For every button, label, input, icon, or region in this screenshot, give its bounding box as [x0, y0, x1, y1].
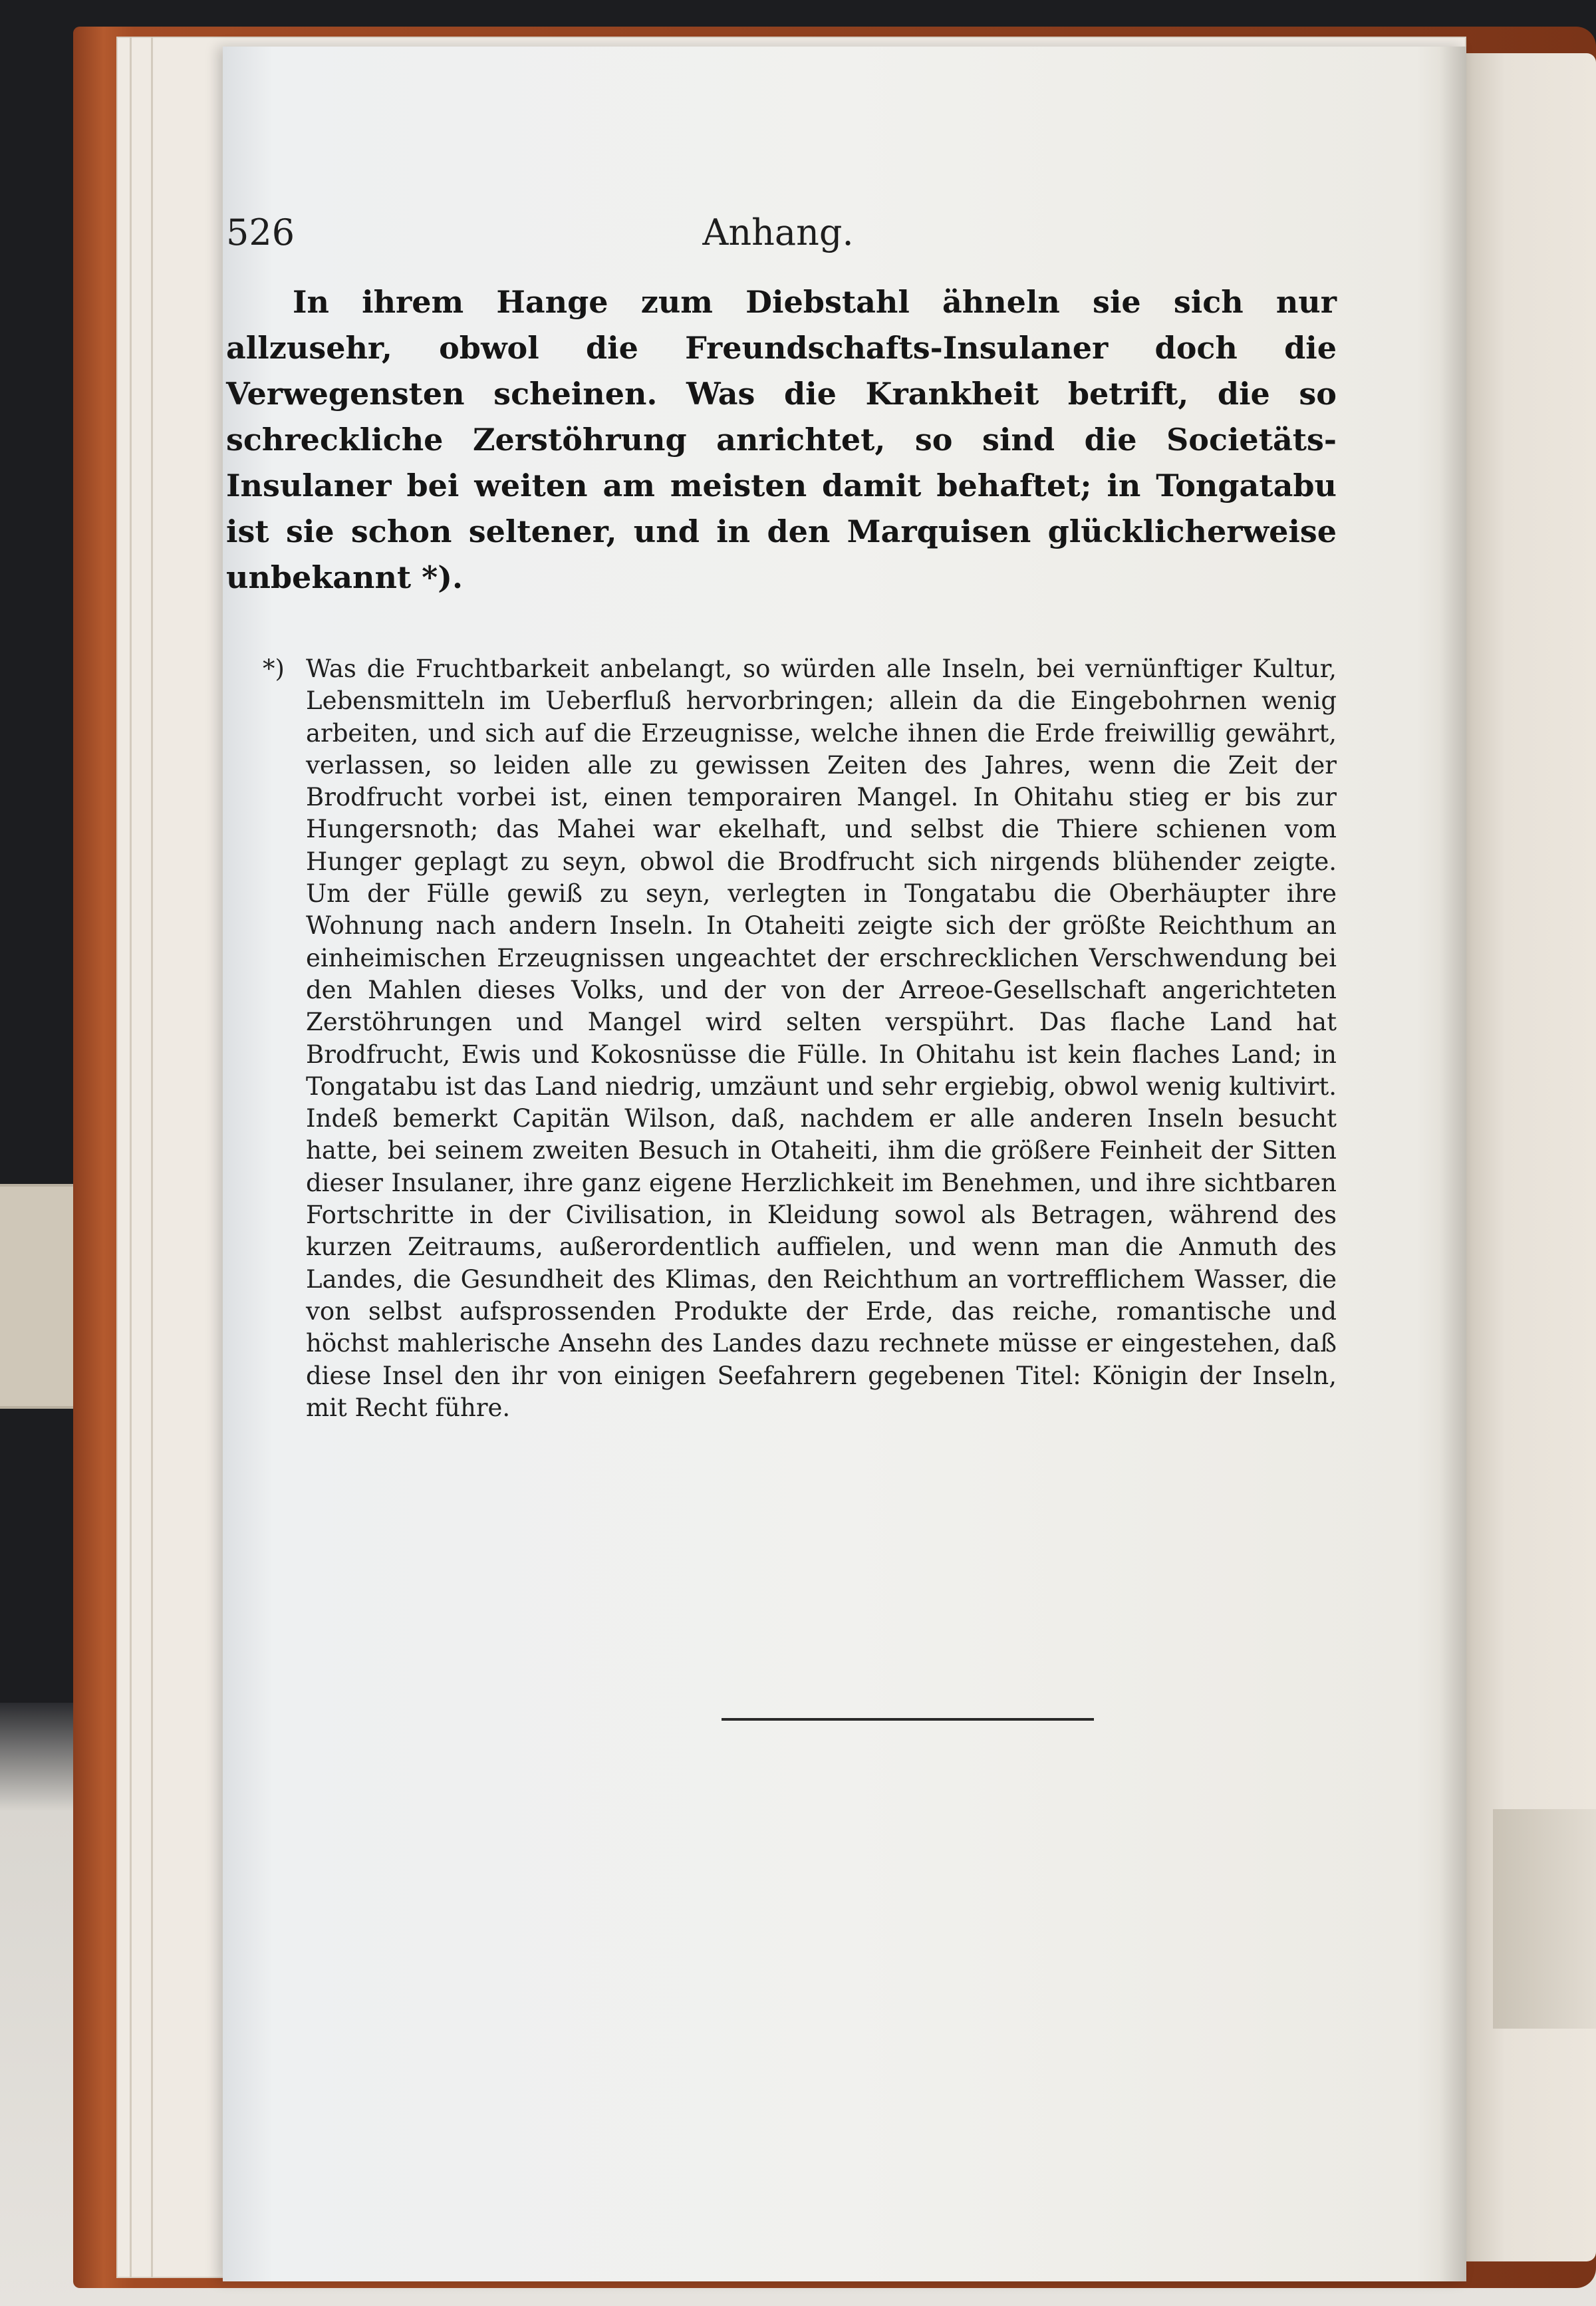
footnote-marker: *) [263, 654, 285, 683]
end-rule [722, 1718, 1094, 1721]
book-support-strap [0, 1184, 80, 1409]
facing-page-fold [1493, 1809, 1596, 2029]
page-number: 526 [226, 212, 295, 253]
footnote [226, 653, 1337, 1424]
running-head [226, 212, 1117, 258]
footnote-text: Was die Fruchtbarkeit anbelangt, so würden alle Inseln, bei vernünftiger Kultur, Lebensmitteln im Ueberfluß hervorbringen; allein da die Eingebohrnen wenig arbeiten, und sich auf die Erzeugnisse, welche ihnen die Erde freiwillig gewährt, verlassen, so leiden alle zu gewissen Zeiten des Jahres, wenn die Zeit der Brodfrucht vorbei ist, einen temporairen Mangel. In Ohitahu stieg er bis zur Hungersnoth; das Mahei war ekelhaft, und selbst die Thiere schienen vom Hunger geplagt zu seyn, obwol die Brodfrucht sich nirgends blühender zeigte. Um der Fülle gewiß zu seyn, verlegten in Tongatabu die Oberhäupter ihre Wohnung nach andern Inseln. In Otaheiti zeigte sich der größte Reichthum an einheimischen Erzeugnissen ungeachtet der erschrecklichen Verschwendung bei den Mahlen dieses Volks, und der von der Arreoe-Gesellschaft angerichteten Zerstöhrungen und Mangel wird selten verspührt. Das flache Land hat Brodfrucht, Ewis und Kokosnüsse die Fülle. In Ohitahu ist kein flaches Land; in Tongatabu ist das Land niedrig, umzäunt und sehr ergiebig, obwol wenig kultivirt. Indeß bemerkt Capitän Wilson, daß, nachdem er alle anderen Inseln besucht hatte, bei seinem zweiten Besuch in Otaheiti, ihm die größere Feinheit der Sitten dieser Insulaner, ihre ganz eigene Herzlichkeit im Benehmen, und ihre sichtbaren Fortschritte in der Civilisation, in Kleidung sowol als Betragen, während des kurzen Zeitraums, außerordentlich auffielen, und wenn man die Anmuth des Landes, die Gesundheit des Klimas, den Reichthum an vortrefflichem Wasser, die von selbst aufsprossenden Produkte der Erde, das reiche, romantische und höchst mahlerische Ansehn des Landes dazu rechnete müsse er eingestehen, daß diese Insel den ihr von einigen Seefahrern gegebenen Titel: Königin der Inseln, mit Recht führe. [306, 654, 1337, 1422]
gutter-shadow [1440, 47, 1466, 2281]
running-title: Anhang. [702, 212, 854, 253]
body-paragraph: In ihrem Hange zum Diebstahl ähneln sie sich nur allzusehr, obwol die Freundschafts-Insulaner doch die Verwegensten scheinen. Was die Krankheit betrift, die so schreckliche Zerstöhrung anrichtet, so sind die Societäts-Insulaner bei weiten am meisten damit behaftet; in Tongatabu ist sie schon seltener, und in den Marquisen glücklicherweise unbekannt *). [226, 284, 1337, 595]
main-text [226, 279, 1337, 601]
